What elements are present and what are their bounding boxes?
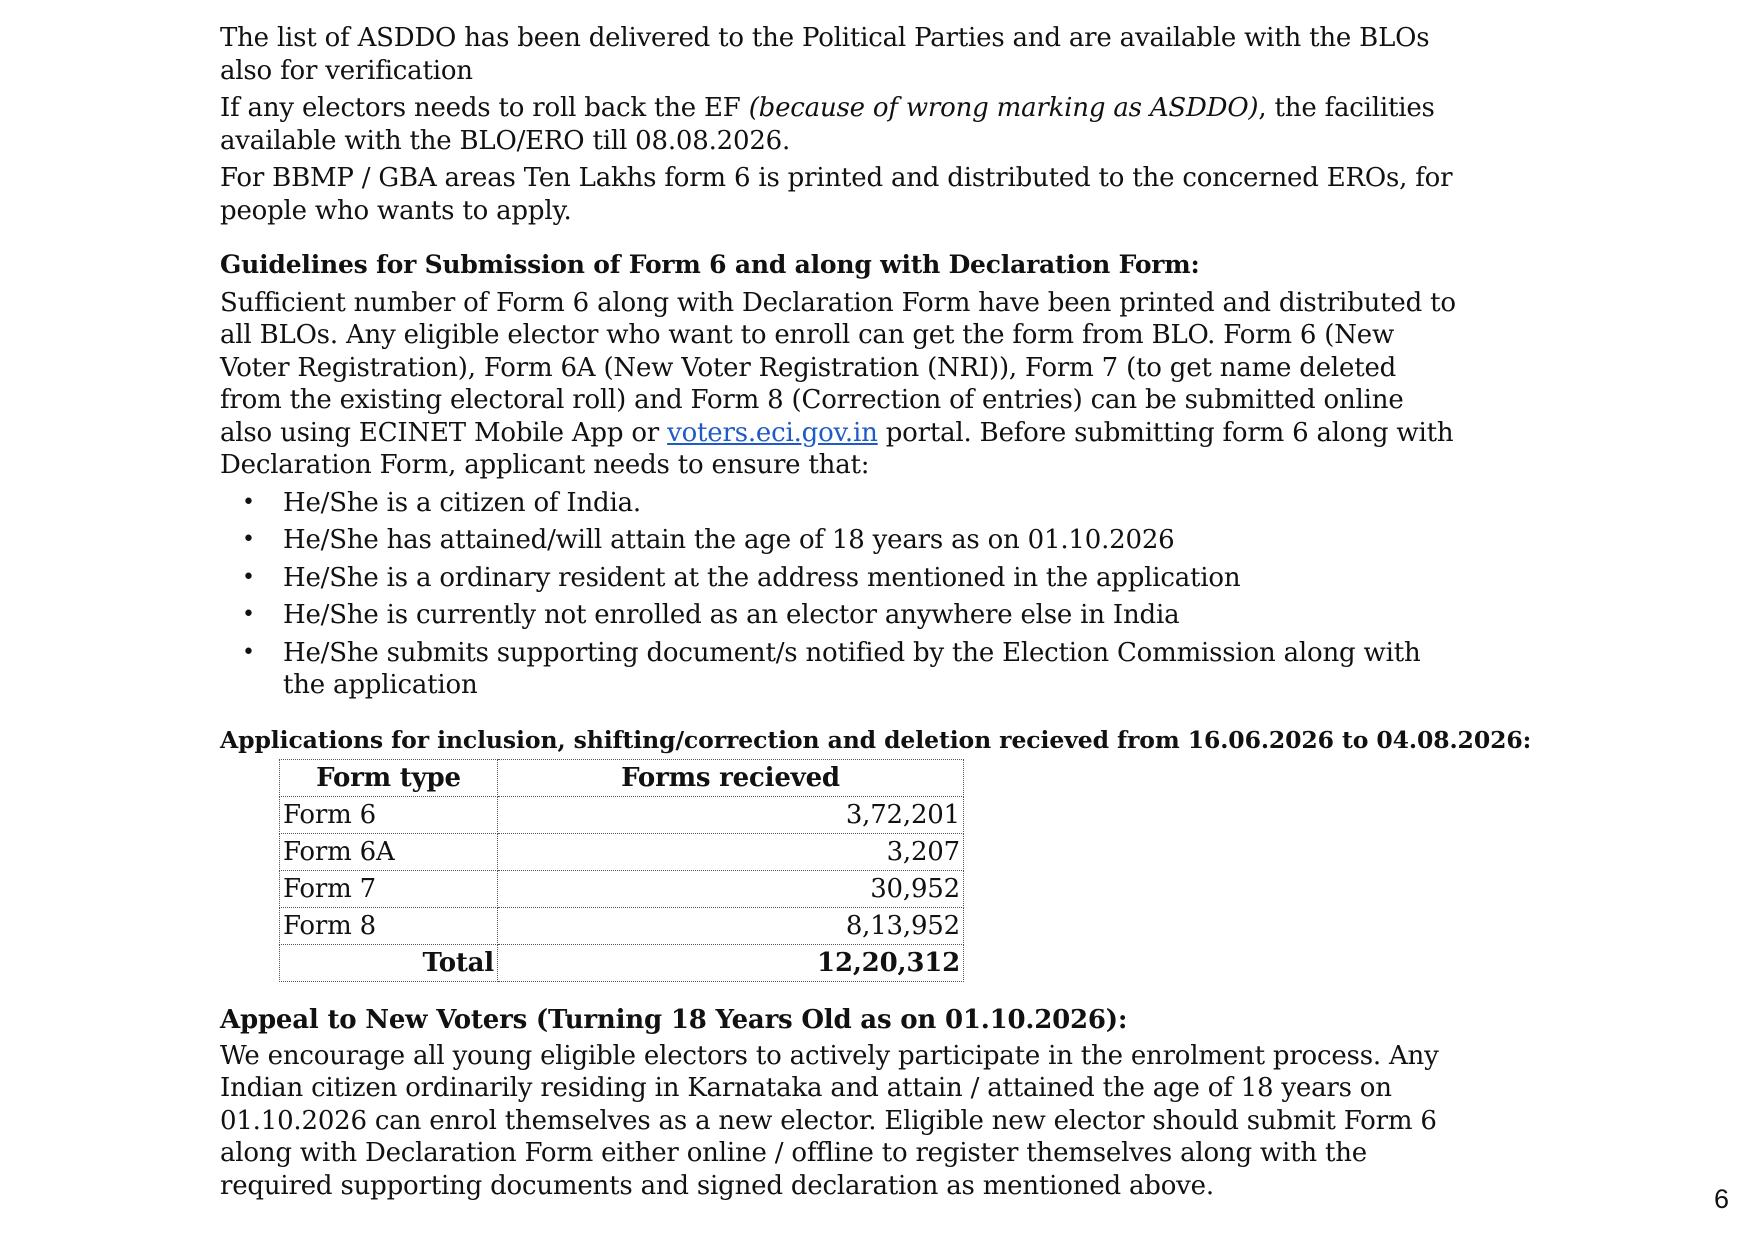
rollback-text-start: If any electors needs to roll back the EF xyxy=(220,93,749,123)
list-item xyxy=(220,599,1433,632)
asddo-paragraph: The list of ASDDO has been delivered to the Political Parties and are available with the BLOs also for verification xyxy=(220,23,1430,86)
forms-received-cell: 3,72,201 xyxy=(498,797,964,834)
bullet-icon: • xyxy=(242,602,255,627)
list-item xyxy=(220,637,1433,702)
bullet-icon: • xyxy=(242,639,255,665)
voters-portal-link[interactable]: voters.eci.gov.in xyxy=(667,417,878,448)
form-type-cell: Form 6 xyxy=(280,797,498,834)
guidelines-paragraph xyxy=(220,287,1460,482)
rollback-italic-note: (because of wrong marking as ASDDO) xyxy=(748,93,1259,123)
bullet-icon: • xyxy=(242,489,255,515)
rollback-text-end: , the facilities available with the BLO/ERO till 08.08.2026. xyxy=(220,93,1435,156)
column-header-forms-received: Forms recieved xyxy=(498,760,964,797)
form-type-cell: Form 6A xyxy=(280,834,498,871)
forms-received-cell: 8,13,952 xyxy=(498,908,964,945)
list-item-text: He/She is a ordinary resident at the address mentioned in the application xyxy=(283,562,1241,593)
list-item xyxy=(220,562,1433,595)
forms-received-cell: 3,207 xyxy=(498,834,964,871)
table-row xyxy=(280,834,964,871)
total-value-cell: 12,20,312 xyxy=(498,945,964,982)
list-item-text: He/She is currently not enrolled as an elector anywhere else in India xyxy=(283,600,1180,630)
form-type-cell: Form 8 xyxy=(280,908,498,945)
bullet-icon: • xyxy=(242,564,255,590)
list-item-text: He/She submits supporting document/s notified by the Election Commission along with the application xyxy=(283,637,1421,700)
list-item-text: He/She is a citizen of India. xyxy=(283,487,641,518)
form-type-cell: Form 7 xyxy=(280,871,498,908)
table-row xyxy=(280,908,964,945)
table-row xyxy=(280,797,964,834)
total-label-cell: Total xyxy=(280,945,498,982)
page-number: 6 xyxy=(1714,1184,1730,1214)
list-item xyxy=(220,487,1433,520)
applications-heading: Applications for inclusion, shifting/correction and deletion recieved from 16.06.2026 to 04.08.2026: xyxy=(220,725,1532,754)
list-item xyxy=(220,524,1433,557)
table-header-row xyxy=(280,760,964,797)
bbmp-paragraph: For BBMP / GBA areas Ten Lakhs form 6 is printed and distributed to the concerned EROs, for people who wants to apply. xyxy=(220,163,1453,226)
forms-received-cell: 30,952 xyxy=(498,871,964,908)
page-content xyxy=(220,22,1532,1207)
appeal-paragraph: We encourage all young eligible electors to actively participate in the enrolment process. Any Indian citizen ordinarily residing in Karnataka and attain / attained the age of 18 years on 01.10.2026 can enrol themselves as a new elector. Eligible new elector should submit Form 6 along with Declaration Form either online / offline to register themselves along with the required supporting documents and signed declaration as mentioned above. xyxy=(220,1040,1439,1201)
bullet-icon: • xyxy=(242,527,255,552)
applications-table xyxy=(279,759,964,982)
table-row xyxy=(280,871,964,908)
appeal-heading: Appeal to New Voters (Turning 18 Years Old as on 01.10.2026): xyxy=(220,1005,1128,1035)
table-total-row xyxy=(280,945,964,982)
rollback-paragraph xyxy=(220,92,1460,157)
guidelines-text-end: portal. Before submitting form 6 along with Declaration Form, applicant needs to ensure that: xyxy=(220,417,1454,480)
list-item-text: He/She has attained/will attain the age of 18 years as on 01.10.2026 xyxy=(283,525,1175,555)
guidelines-text-start: Sufficient number of Form 6 along with Declaration Form have been printed and distributed to all BLOs. Any eligible elector who want to enroll can get the form from BLO. Form 6 (New Voter Registration), Form 6A (New Voter Registration (NRI)), Form 7 (to get name deleted from the existing electoral roll) and Form 8 (Correction of entries) can be submitted online also using ECINET Mobile App or xyxy=(220,287,1456,448)
eligibility-list xyxy=(220,487,1460,702)
guidelines-heading: Guidelines for Submission of Form 6 and along with Declaration Form: xyxy=(220,250,1200,279)
column-header-form-type: Form type xyxy=(280,760,498,797)
